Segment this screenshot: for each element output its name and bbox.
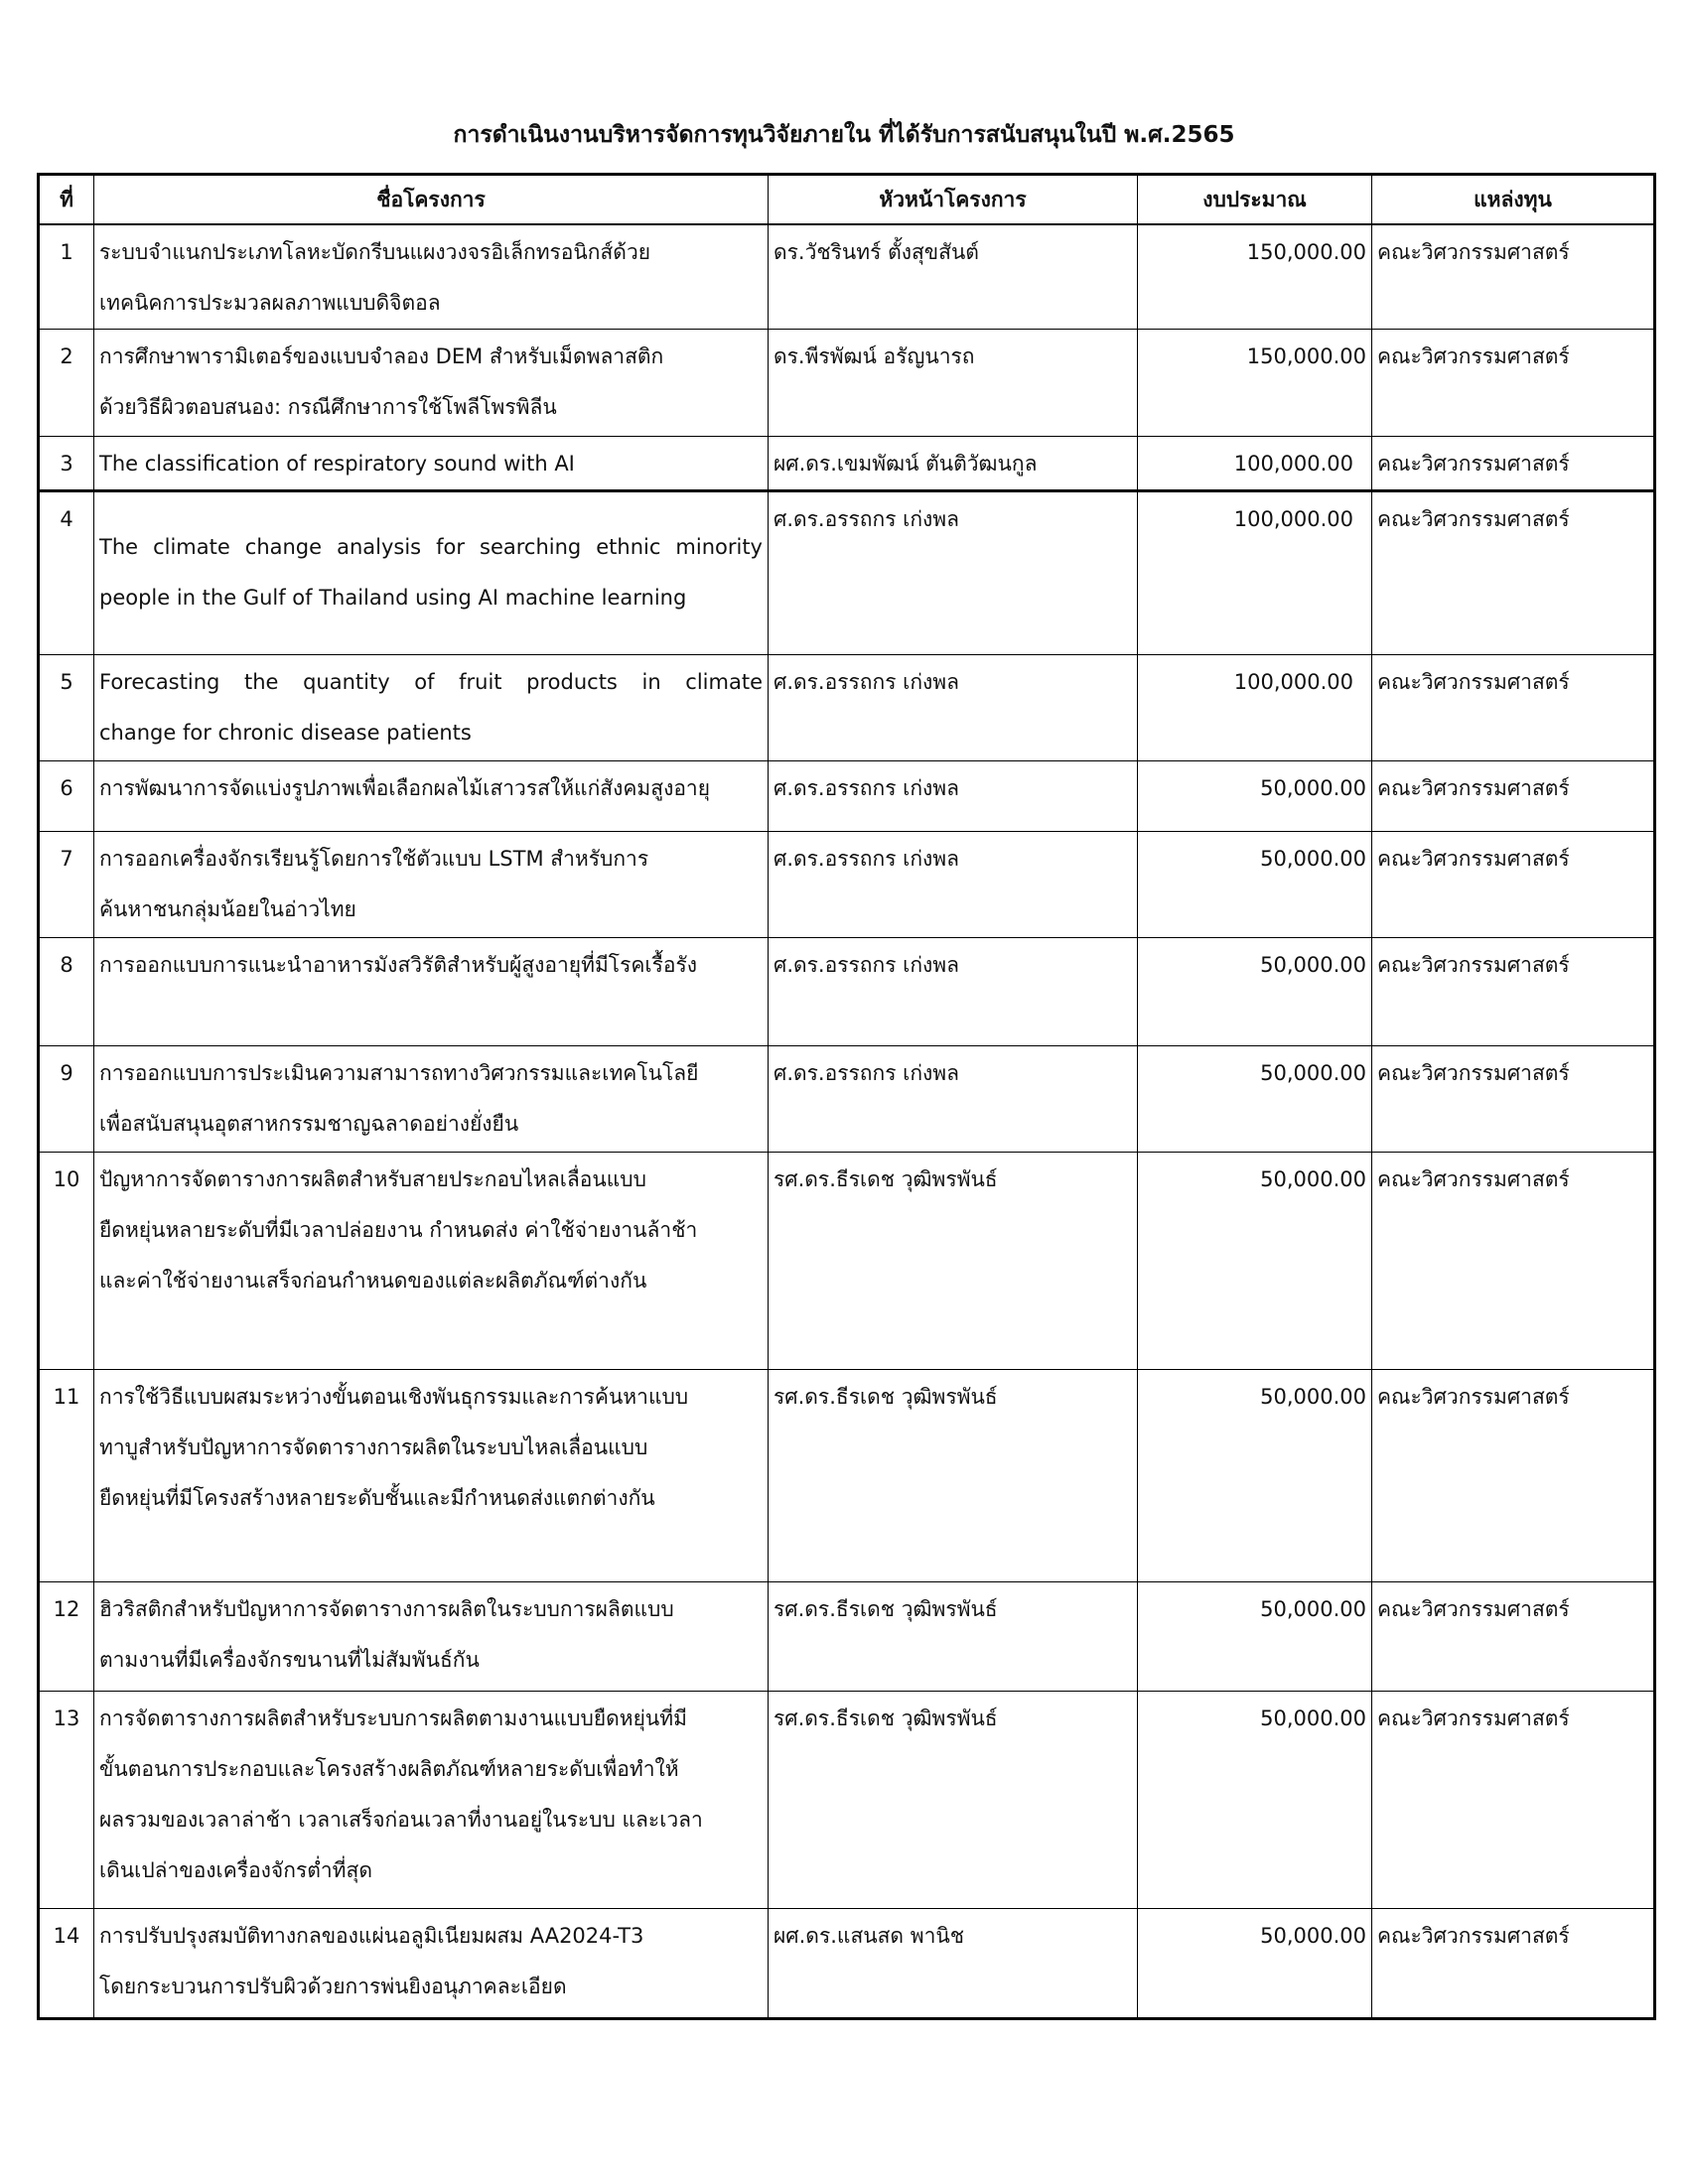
project-name-line: เทคนิคการประมวลผลภาพแบบดิจิตอล: [99, 291, 441, 315]
table-row: [39, 1153, 1655, 1370]
project-name-line: ค้นหาชนกลุ่มน้อยในอ่าวไทย: [99, 897, 356, 921]
project-name-line: และค่าใช้จ่ายงานเสร็จก่อนกำหนดของแต่ละผลิตภัณฑ์ต่างกัน: [99, 1269, 647, 1293]
project-name-line: การออกแบบการแนะนำอาหารมังสวิรัติสำหรับผู้สูงอายุที่มีโรคเรื้อรัง: [99, 953, 698, 977]
funding-source: คณะวิศวกรรมศาสตร์: [1372, 761, 1655, 832]
table-row: [39, 1692, 1655, 1909]
project-budget: 100,000.00: [1138, 437, 1372, 491]
header-leader: หัวหน้าโครงการ: [769, 175, 1138, 225]
project-budget: 100,000.00: [1138, 655, 1372, 761]
project-leader: ดร.พีรพัฒน์ อรัญนารถ: [769, 330, 1138, 437]
table-row: [39, 437, 1655, 491]
project-name: [94, 832, 769, 938]
project-name: [94, 1370, 769, 1582]
project-budget: 50,000.00: [1138, 938, 1372, 1046]
table-row: [39, 330, 1655, 437]
project-leader: ดร.วัชรินทร์ ตั้งสุขสันต์: [769, 224, 1138, 330]
document-title: การดำเนินงานบริหารจัดการทุนวิจัยภายใน ที่ได้รับการสนับสนุนในปี พ.ศ.2565: [453, 122, 1235, 148]
table-row: [39, 1370, 1655, 1582]
header-budget: งบประมาณ: [1138, 175, 1372, 225]
project-name: [94, 938, 769, 1046]
project-name-line: ด้วยวิธีผิวตอบสนอง: กรณีศึกษาการใช้โพลีโพรพิลีน: [99, 395, 557, 419]
project-name-line: ฮิวริสติกสำหรับปัญหาการจัดตารางการผลิตในระบบการผลิตแบบ: [99, 1597, 674, 1621]
project-budget: 50,000.00: [1138, 1909, 1372, 2019]
project-leader: ศ.ดร.อรรถกร เก่งพล: [769, 832, 1138, 938]
project-name-line: ปัญหาการจัดตารางการผลิตสำหรับสายประกอบไหลเลื่อนแบบ: [99, 1167, 646, 1191]
funding-source: คณะวิศวกรรมศาสตร์: [1372, 1582, 1655, 1692]
table-row: [39, 761, 1655, 832]
row-number: 7: [39, 832, 94, 938]
table-body: [39, 224, 1655, 2019]
table-row: [39, 1046, 1655, 1153]
project-budget: 150,000.00: [1138, 330, 1372, 437]
project-name-line: เพื่อสนับสนุนอุตสาหกรรมชาญฉลาดอย่างยั่งยืน: [99, 1112, 519, 1136]
row-number: 13: [39, 1692, 94, 1909]
project-name: [94, 1582, 769, 1692]
table-row: [39, 655, 1655, 761]
project-name-line: การออกเครื่องจักรเรียนรู้โดยการใช้ตัวแบบ LSTM สำหรับการ: [99, 847, 649, 871]
project-budget: 150,000.00: [1138, 224, 1372, 330]
funding-source: คณะวิศวกรรมศาสตร์: [1372, 1370, 1655, 1582]
table-row: [39, 491, 1655, 655]
project-leader: ผศ.ดร.แสนสด พานิช: [769, 1909, 1138, 2019]
row-number: 3: [39, 437, 94, 491]
table-row: [39, 224, 1655, 330]
row-number: 9: [39, 1046, 94, 1153]
project-name: [94, 491, 769, 655]
project-leader: รศ.ดร.ธีรเดช วุฒิพรพันธ์: [769, 1370, 1138, 1582]
project-name-line: ผลรวมของเวลาล่าช้า เวลาเสร็จก่อนเวลาที่งานอยู่ในระบบ และเวลา: [99, 1808, 703, 1832]
row-number: 12: [39, 1582, 94, 1692]
funding-source: คณะวิศวกรรมศาสตร์: [1372, 832, 1655, 938]
table-row: [39, 938, 1655, 1046]
project-name-line: people in the Gulf of Thailand using AI machine learning: [99, 586, 687, 610]
row-number: 2: [39, 330, 94, 437]
funding-source: คณะวิศวกรรมศาสตร์: [1372, 1909, 1655, 2019]
project-name: [94, 437, 769, 491]
funding-source: คณะวิศวกรรมศาสตร์: [1372, 437, 1655, 491]
funding-source: คณะวิศวกรรมศาสตร์: [1372, 491, 1655, 655]
table-row: [39, 1582, 1655, 1692]
header-no: ที่: [39, 175, 94, 225]
project-name-line: เดินเปล่าของเครื่องจักรต่ำที่สุด: [99, 1858, 372, 1882]
project-name-line: การจัดตารางการผลิตสำหรับระบบการผลิตตามงานแบบยืดหยุ่นที่มี: [99, 1706, 687, 1730]
project-name: [94, 224, 769, 330]
project-leader: ศ.ดร.อรรถกร เก่งพล: [769, 938, 1138, 1046]
project-name-line: ตามงานที่มีเครื่องจักรขนานที่ไม่สัมพันธ์กัน: [99, 1648, 480, 1672]
project-name: [94, 330, 769, 437]
project-budget: 50,000.00: [1138, 1370, 1372, 1582]
project-budget: 50,000.00: [1138, 1582, 1372, 1692]
project-budget: 50,000.00: [1138, 832, 1372, 938]
project-leader: ศ.ดร.อรรถกร เก่งพล: [769, 1046, 1138, 1153]
funding-source: คณะวิศวกรรมศาสตร์: [1372, 1046, 1655, 1153]
funding-source: คณะวิศวกรรมศาสตร์: [1372, 655, 1655, 761]
row-number: 4: [39, 491, 94, 655]
row-number: 1: [39, 224, 94, 330]
project-budget: 50,000.00: [1138, 1046, 1372, 1153]
grant-table: [37, 173, 1656, 2020]
project-name-line: ยืดหยุ่นที่มีโครงสร้างหลายระดับชั้นและมีกำหนดส่งแตกต่างกัน: [99, 1486, 655, 1510]
header-project: ชื่อโครงการ: [94, 175, 769, 225]
project-name-line: The classification of respiratory sound with AI: [99, 452, 575, 476]
project-leader: ผศ.ดร.เขมพัฒน์ ตันติวัฒนกูล: [769, 437, 1138, 491]
project-name-line: การปรับปรุงสมบัติทางกลของแผ่นอลูมิเนียมผสม AA2024-T3: [99, 1924, 644, 1948]
project-name-line: การออกแบบการประเมินความสามารถทางวิศวกรรมและเทคโนโลยี: [99, 1061, 699, 1085]
project-leader: รศ.ดร.ธีรเดช วุฒิพรพันธ์: [769, 1582, 1138, 1692]
project-budget: 50,000.00: [1138, 1153, 1372, 1370]
project-name: [94, 1692, 769, 1909]
project-name-line: Forecasting the quantity of fruit products in climate: [99, 670, 763, 694]
project-leader: รศ.ดร.ธีรเดช วุฒิพรพันธ์: [769, 1692, 1138, 1909]
project-name-line: ทาบูสำหรับปัญหาการจัดตารางการผลิตในระบบไหลเลื่อนแบบ: [99, 1435, 648, 1459]
project-name-line: ยืดหยุ่นหลายระดับที่มีเวลาปล่อยงาน กำหนดส่ง ค่าใช้จ่ายงานล้าช้า: [99, 1218, 698, 1242]
row-number: 5: [39, 655, 94, 761]
funding-source: คณะวิศวกรรมศาสตร์: [1372, 330, 1655, 437]
project-name: [94, 761, 769, 832]
row-number: 14: [39, 1909, 94, 2019]
project-name-line: The climate change analysis for searching ethnic minority: [99, 535, 763, 559]
project-leader: ศ.ดร.อรรถกร เก่งพล: [769, 761, 1138, 832]
funding-source: คณะวิศวกรรมศาสตร์: [1372, 1692, 1655, 1909]
header-source: แหล่งทุน: [1372, 175, 1655, 225]
project-name-line: change for chronic disease patients: [99, 721, 472, 745]
project-budget: 50,000.00: [1138, 761, 1372, 832]
project-leader: ศ.ดร.อรรถกร เก่งพล: [769, 655, 1138, 761]
project-name-line: โดยกระบวนการปรับผิวด้วยการพ่นยิงอนุภาคละเอียด: [99, 1975, 567, 1998]
funding-source: คณะวิศวกรรมศาสตร์: [1372, 1153, 1655, 1370]
project-name-line: ระบบจำแนกประเภทโลหะบัดกรีบนแผงวงจรอิเล็กทรอนิกส์ด้วย: [99, 240, 651, 264]
project-name-line: ขั้นตอนการประกอบและโครงสร้างผลิตภัณฑ์หลายระดับเพื่อทำให้: [99, 1757, 679, 1781]
project-leader: รศ.ดร.ธีรเดช วุฒิพรพันธ์: [769, 1153, 1138, 1370]
project-leader: ศ.ดร.อรรถกร เก่งพล: [769, 491, 1138, 655]
project-name: [94, 1909, 769, 2019]
row-number: 11: [39, 1370, 94, 1582]
project-name: [94, 655, 769, 761]
project-name-line: การศึกษาพารามิเตอร์ของแบบจำลอง DEM สำหรับเม็ดพลาสติก: [99, 344, 664, 368]
table-row: [39, 1909, 1655, 2019]
project-budget: 50,000.00: [1138, 1692, 1372, 1909]
row-number: 8: [39, 938, 94, 1046]
project-name-line: การพัฒนาการจัดแบ่งรูปภาพเพื่อเลือกผลไม้เสาวรสให้แก่สังคมสูงอายุ: [99, 776, 711, 800]
funding-source: คณะวิศวกรรมศาสตร์: [1372, 224, 1655, 330]
table-header-row: [39, 175, 1655, 225]
project-name: [94, 1046, 769, 1153]
row-number: 10: [39, 1153, 94, 1370]
table-row: [39, 832, 1655, 938]
project-budget: 100,000.00: [1138, 491, 1372, 655]
row-number: 6: [39, 761, 94, 832]
funding-source: คณะวิศวกรรมศาสตร์: [1372, 938, 1655, 1046]
project-name: [94, 1153, 769, 1370]
project-name-line: การใช้วิธีแบบผสมระหว่างขั้นตอนเชิงพันธุกรรมและการค้นหาแบบ: [99, 1385, 689, 1409]
